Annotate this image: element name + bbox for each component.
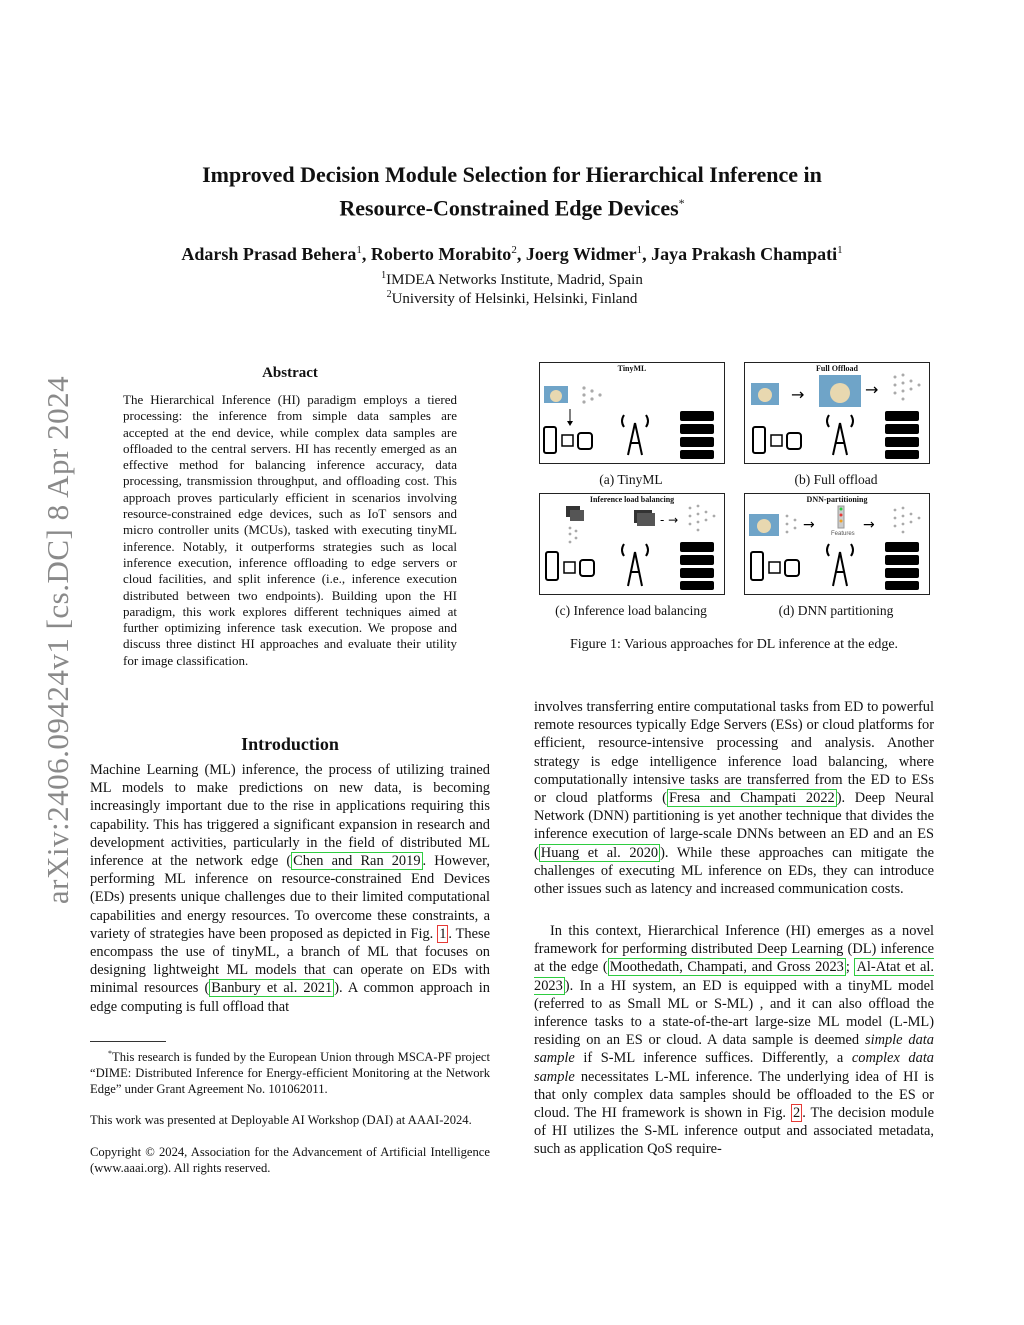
affiliation-1-text: IMDEA Networks Institute, Madrid, Spain <box>386 272 643 288</box>
citation-chen-ran-2019[interactable]: Chen and Ran 2019 <box>293 853 421 870</box>
affiliation-2-sup: 2 <box>386 289 392 300</box>
subcaption-c: (c) Inference load balancing <box>555 603 707 618</box>
right-text-5: . In a HI system, an ED is equipped with a tinyML model (referred to as Small ML or S-ML) , and it can also offload the inference tasks to a state-of-the-art large-size ML model (L-ML) residing on an ES or cloud. A data sample is deemed <box>534 977 934 1049</box>
figure-panel-load-balancing <box>539 493 725 595</box>
cell-tower-icon <box>827 415 853 455</box>
chip-icon <box>564 562 575 573</box>
right-paragraph-2: In this context, Hierarchical Inference (HI) emerges as a novel framework for performing distributed Deep Learning (DL) inference at the edge ( Moothedath, Champati, and Gross 2023 ; Al-Atat et al. 2023 ). In a HI system, an ED is equipped with a tinyML model (referred to as Small ML or S-ML) , and it can also offload the inference tasks to a state-of-the-art large-size ML model (L-ML) residing on an ES or cloud. A data sample is deemed simple data sample if S-ML inference suffices. Differently, a complex data sample necessitates L-ML inference. The underlying idea of HI is that only complex data samples should be offloaded to the ES or cloud. The HI framework is shown in Fig. 2 . The decision module of HI utilizes the S-ML inference output and associated metadata, such as application QoS require- <box>534 923 935 1158</box>
affiliation-2 <box>0 289 1024 308</box>
citation-fresa-champati-2022[interactable]: Fresa and Champati 2022 <box>668 790 835 807</box>
copyright-notice: Copyright © 2024, Association for the Advancement of Artificial Intelligence (www.aaai.org). All rights reserved. <box>90 1145 490 1175</box>
intro-text-2: . However, performing ML inference on resource-constrained End Devices (EDs) presents unique challenges due to their limited computational capabilities and energy resources. To overcome these constraints, a variety of strategies have been proposed as depicted in Fig. <box>90 853 490 942</box>
server-stack-icon <box>885 542 919 590</box>
footnote-funding-mark: * <box>108 1049 112 1058</box>
panel-a-title: TinyML <box>617 364 647 373</box>
intro-text-1: Machine Learning (ML) inference, the process of utilizing trained ML models to make predictions on new data, is becoming increasingly important due to the rise in applications requiring this capability. This has triggered a significant expansion in research and development activities, particularly in the field of distributed ML inference at the network edge <box>90 762 490 870</box>
author-2: Roberto Morabito <box>370 244 512 264</box>
server-stack-icon <box>680 411 714 459</box>
affiliation-1 <box>0 270 1024 289</box>
dog-image-icon <box>749 514 779 536</box>
footnote-funding <box>90 1046 490 1098</box>
cell-tower-icon <box>622 415 648 455</box>
features-label: Features <box>831 531 855 537</box>
cell-tower-icon <box>827 544 853 586</box>
large-network-icon <box>689 505 716 532</box>
figure-1-caption: Figure 1: Various approaches for DL inference at the edge. <box>569 637 899 652</box>
right-text-3: . While these approaches can mitigate the challenges of executing ML inference on EDs, they can introduce other issues such as latency and increased communication costs. <box>534 844 934 898</box>
server-stack-icon <box>885 411 919 459</box>
panel-d-title: DNN-partitioning <box>806 495 868 504</box>
dog-image-large-icon <box>819 375 861 407</box>
image-stack-icon <box>566 506 584 521</box>
right-arrow-icon: → <box>803 517 815 533</box>
dog-image-icon <box>544 386 568 403</box>
large-network-icon <box>894 374 921 401</box>
right-arrow-icon: → <box>791 385 805 404</box>
author-3-sup: 1 <box>636 244 643 256</box>
panel-b-title: Full Offload <box>815 364 858 373</box>
citation-moothedath-2023[interactable]: Moothedath, Champati, and Gross 2023 <box>609 959 844 976</box>
introduction-paragraph: Machine Learning (ML) inference, the process of utilizing trained ML models to make predictions on new data, is becoming increasingly important due to the rise in applications requiring this capability. This has triggered a significant expansion in research and development activities, particularly in the field of distributed ML inference at the network edge ( Chen and Ran 2019 . However, performing ML inference on resource-constrained End Devices (EDs) presents unique challenges due to their limited computational capabilities and energy resources. To overcome these constraints, a variety of strategies have been proposed as depicted in Fig. 1 . These encompass the use of tinyML, a branch of ML that focuses on designing lightweight ML models that can operate on EDs with minimal resources ( Banbury et al. 2021 ). A common approach in edge computing is full offload that <box>90 762 490 1015</box>
footnote-workshop: This work was presented at Deployable AI Workshop (DAI) at AAAI-2024. <box>90 1113 472 1127</box>
right-arrow-icon-2: → <box>863 517 875 533</box>
chip-icon <box>562 435 573 446</box>
small-network-icon <box>569 527 578 544</box>
watch-icon <box>580 560 594 576</box>
author-4: Jaya Prakash Champati <box>651 244 838 264</box>
right-text-1: involves transferring entire computational tasks from ED to powerful remote resources typically Edge Servers (ESs) or cloud platforms for efficient, resource-intensive processing and analysis. Another strategy is edge intelligence inference load balancing, where computationally intensive tasks are transferred from the ED to ESs or cloud platforms <box>534 699 934 807</box>
panel-c-title: Inference load balancing <box>589 495 675 504</box>
title-footnote-mark: * <box>678 196 685 210</box>
right-arrow-icon-2: → <box>865 380 879 399</box>
right-text-2: . Deep Neural Network (DNN) partitioning is yet another technique that divides the inference execution of large-scale DNNs between an ED and an ES <box>534 790 934 843</box>
author-3: Joerg Widmer <box>525 244 637 264</box>
right-text-7: necessitates L-ML inference. The underlying idea of HI is that only complex data samples should be offloaded to the ES or cloud. The HI framework is shown in Fig. <box>534 1068 934 1122</box>
title-line-1: Improved Decision Module Selection for Hierarchical Inference in <box>202 162 822 187</box>
affiliation-2-text: University of Helsinki, Helsinki, Finland <box>391 291 638 307</box>
intro-text-4: . A common approach in edge computing is full offload that <box>90 980 490 1015</box>
dog-image-icon <box>751 383 779 405</box>
subcaption-b: (b) Full offload <box>794 472 878 487</box>
watch-icon <box>787 433 801 449</box>
feature-vector-icon <box>838 506 844 528</box>
arxiv-stamp: arXiv:2406.09424v1 [cs.DC] 8 Apr 2024 <box>40 375 75 905</box>
watch-icon <box>785 560 799 576</box>
citation-al-atat-2023[interactable]: Al-Atat et al. 2023 <box>534 959 934 994</box>
chip-icon <box>769 562 780 573</box>
phone-icon <box>753 427 765 453</box>
paper-title <box>0 160 1024 222</box>
citation-separator: ; <box>845 959 855 976</box>
footnote-funding-text: This research is funded by the European Union through MSCA-PF project “DIME: Distributed Inference for Energy-efficient Monitoring at the Network Edge” under Grant Agreement No. 101062011. <box>90 1050 490 1096</box>
figure-panel-full-offload <box>744 362 930 464</box>
abstract-text: The Hierarchical Inference (HI) paradigm employs a tiered processing: the inference from simple data samples are accepted at the end device, while complex data samples are offloaded to the central servers. HI has recently emerged as an effective method for balancing inference accuracy, data processing, transmission throughput, and offloading cost. This approach proves particularly efficient in scenarios involving resource-constrained edge devices, such as IoT sensors and micro controller units (MCUs), tasked with executing tinyML inference. Notably, it outperforms strategies such as local inference execution, inference offloading to edge servers or cloud facilities, and split inference (i.e., inference execution distributed between two endpoints). Building upon the HI paradigm, this work explores different techniques aimed at further optimizing inference task execution. We propose and discuss three distinct HI approaches and evaluate their utility for image classification. <box>123 392 457 668</box>
author-1: Adarsh Prasad Behera <box>181 244 357 264</box>
image-icon <box>634 510 655 526</box>
citation-huang-2020[interactable]: Huang et al. 2020 <box>540 844 659 861</box>
small-network-icon <box>582 386 601 403</box>
watch-icon <box>578 433 592 449</box>
emphasis-simple-sample: simple data sample <box>534 1032 934 1067</box>
figure-panel-dnn-partitioning <box>744 493 930 595</box>
subcaption-a: (a) TinyML <box>599 472 663 487</box>
emphasis-complex-sample: complex data sample <box>534 1050 935 1085</box>
author-1-sup: 1 <box>356 244 362 256</box>
phone-icon <box>546 552 558 580</box>
intro-text-3: . These encompass the use of tinyML, a branch of ML that focuses on designing lightweight ML models that can operate on EDs with minimal resources <box>90 925 490 997</box>
dashed-arrow-icon: - → <box>660 513 679 527</box>
title-line-2 <box>0 189 1024 222</box>
introduction-heading: Introduction <box>241 734 339 754</box>
panel-b-diagram <box>745 363 929 463</box>
small-network-icon <box>786 515 797 534</box>
phone-icon <box>751 552 763 580</box>
title-line-2-text: Resource-Constrained Edge Devices <box>339 195 679 221</box>
right-text-6: if S-ML inference suffices. Differently, a <box>574 1050 852 1067</box>
server-stack-icon <box>680 542 714 590</box>
abstract-heading: Abstract <box>262 365 318 381</box>
footnote-rule <box>90 1041 166 1042</box>
author-list: Adarsh Prasad Behera$^1$, Roberto Morabito$^2$, Joerg Widmer$^1$, Jaya Prakash Champati$^1$ <box>181 244 843 264</box>
citation-banbury-2021[interactable]: Banbury et al. 2021 <box>211 980 333 997</box>
right-paragraph-1: involves transferring entire computational tasks from ED to powerful remote resources typically Edge Servers (ESs) or cloud platforms for efficient, resource-intensive processing and analysis. Another strategy is edge intelligence inference load balancing, where computationally intensive tasks are transferred from the ED to ESs or cloud platforms ( Fresa and Champati 2022 ). Deep Neural Network (DNN) partitioning is yet another technique that divides the inference execution of large-scale DNNs between an ED and an ES ( Huang et al. 2020 ). While these approaches can mitigate the challenges of executing ML inference on EDs, they can introduce other issues such as latency and increased communication costs. <box>534 699 934 898</box>
phone-icon <box>544 427 556 453</box>
large-network-icon <box>894 507 921 534</box>
affiliation-1-sup: 1 <box>381 270 387 281</box>
panel-c-diagram <box>540 494 724 594</box>
subcaption-d: (d) DNN partitioning <box>778 603 894 618</box>
figure-2-reference[interactable]: 2 <box>793 1105 801 1122</box>
panel-d-diagram <box>745 494 929 594</box>
figure-panel-tinyml <box>539 362 725 464</box>
chip-icon <box>771 435 782 446</box>
right-text-4: In this context, Hierarchical Inference (HI) emerges as a novel framework for performing distributed Deep Learning (DL) inference at the edge <box>534 923 934 976</box>
author-4-sup: 1 <box>837 244 843 256</box>
right-text-8: . The decision module of HI utilizes the S-ML inference output and associated metadata, such as application QoS require- <box>534 1105 934 1158</box>
panel-a-diagram <box>540 363 724 463</box>
author-2-sup: 2 <box>511 244 517 256</box>
figure-1-reference[interactable]: 1 <box>439 925 447 942</box>
cell-tower-icon <box>622 544 648 586</box>
